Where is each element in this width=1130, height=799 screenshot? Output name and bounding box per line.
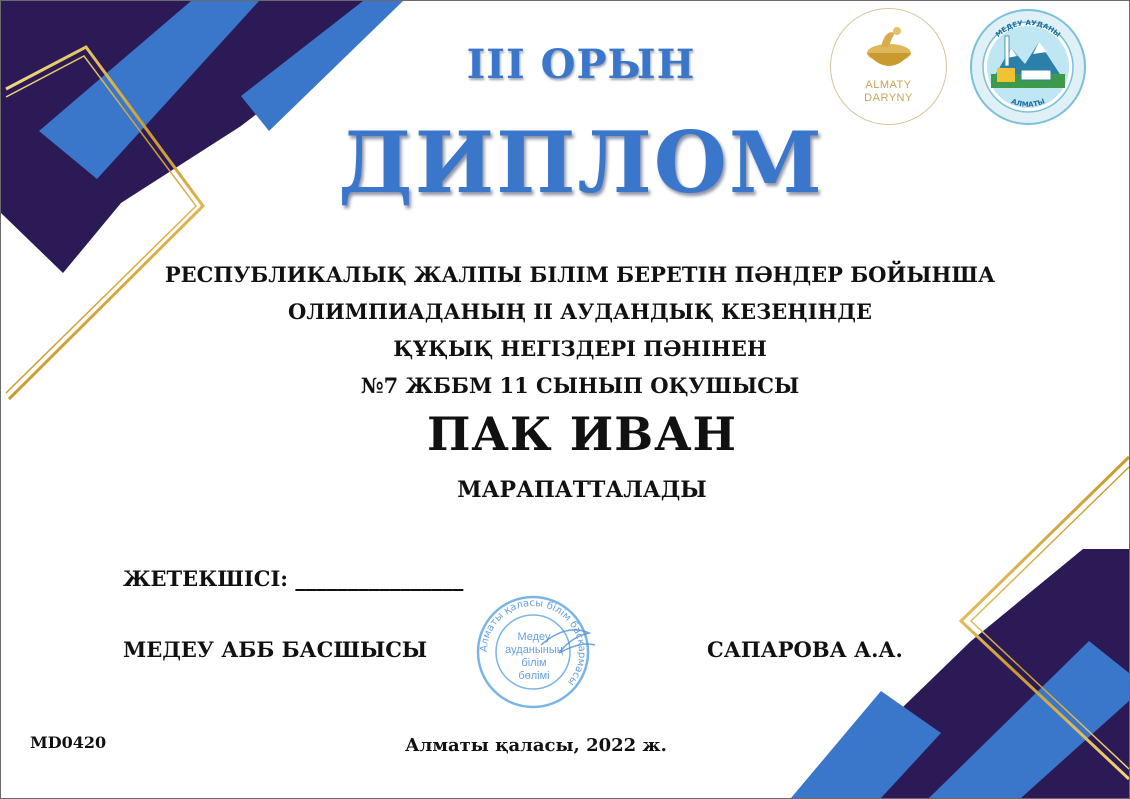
stamp-center-line-4: бөлімі bbox=[518, 670, 550, 682]
recipient-name: ПАК ИВАН bbox=[426, 407, 738, 461]
daryny-logo-line-1: ALMATY bbox=[865, 79, 912, 91]
head-title: МЕДЕУ АББ БАСШЫСЫ bbox=[123, 637, 428, 662]
document-code: MD0420 bbox=[30, 733, 107, 752]
rank-heading: III ОРЫН bbox=[466, 41, 696, 88]
head-name: САПАРОВА А.А. bbox=[707, 637, 903, 662]
place-and-date: Алматы қаласы, 2022 ж. bbox=[405, 735, 667, 756]
citation-line-1: РЕСПУБЛИКАЛЫҚ ЖАЛПЫ БІЛІМ БЕРЕТІН ПӘНДЕР БОЙЫНША bbox=[164, 262, 996, 287]
citation-line-3: ҚҰҚЫҚ НЕГІЗДЕРІ ПӘНІНЕН bbox=[393, 336, 767, 361]
stamp-ring-text: Алматы қаласы білім басқармасы bbox=[478, 597, 588, 688]
seal-bottom-text: АЛМАТЫ bbox=[1009, 97, 1047, 109]
citation-text bbox=[1, 256, 1130, 404]
awarded-text: МАРАПАТТАЛАДЫ bbox=[457, 477, 707, 503]
citation-line-4: №7 ЖББМ 11 СЫНЫП ОҚУШЫСЫ bbox=[360, 373, 800, 398]
stamp-center-line-3: білім bbox=[521, 657, 547, 669]
supervisor-field: ЖЕТЕКШІСІ: ________________ bbox=[123, 566, 464, 591]
stamp-center-line-2: ауданының bbox=[505, 644, 563, 656]
stamp-center-line-1: Медеу bbox=[517, 631, 551, 643]
stamp-center-text bbox=[501, 631, 567, 683]
seal-top-text: МЕДЕУ АУДАНЫ bbox=[994, 18, 1062, 39]
daryny-logo-line-2: DARYNY bbox=[864, 92, 913, 104]
citation-line-2: ОЛИМПИАДАНЫҢ ІІ АУДАНДЫҚ КЕЗЕҢІНДЕ bbox=[288, 299, 872, 324]
diploma-title: ДИПЛОМ bbox=[338, 113, 824, 212]
